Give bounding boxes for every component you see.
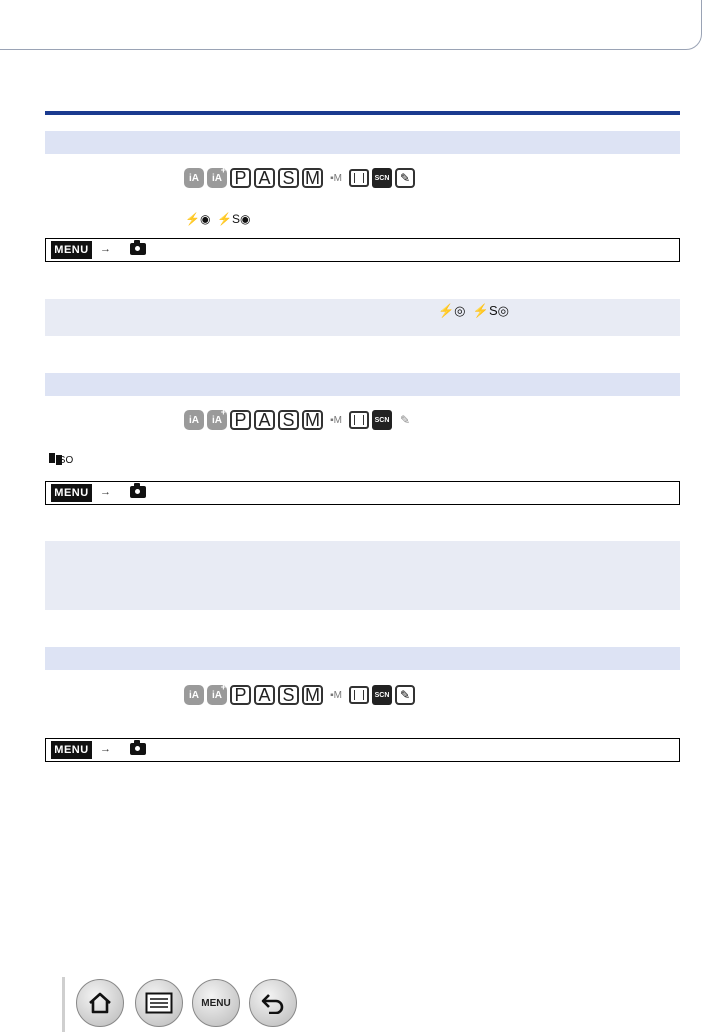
menu-icon: MENU (51, 741, 92, 759)
home-button[interactable] (76, 979, 124, 1027)
movie-manual-icon: ▪M (330, 689, 342, 701)
arrow-icon: → (100, 486, 111, 498)
arrow-icon: → (100, 743, 111, 755)
section-header-band-1 (45, 131, 680, 154)
menu-icon: MENU (51, 241, 92, 259)
panorama-icon (349, 169, 369, 187)
intelligent-auto-icon: iA (184, 168, 204, 188)
intelligent-auto-plus-icon: iA + (207, 410, 227, 430)
back-button[interactable] (249, 979, 297, 1027)
iso-icon (49, 453, 74, 466)
movie-manual-icon: ▪M (330, 414, 342, 426)
mode-a-icon: A (254, 168, 275, 188)
camera-icon (130, 486, 146, 498)
mode-s-icon: S (278, 685, 299, 705)
mode-m-icon: M (302, 410, 323, 430)
arrow-icon: → (100, 243, 111, 255)
creative-control-icon: ✎ (395, 685, 415, 705)
mode-m-icon: M (302, 168, 323, 188)
mode-a-icon: A (254, 685, 275, 705)
section-header-band-3 (45, 647, 680, 670)
back-arrow-icon (260, 992, 286, 1014)
menu-path-bar-3 (45, 738, 680, 762)
mode-m-icon: M (302, 685, 323, 705)
list-icon (145, 992, 173, 1014)
menu-button-label: MENU (201, 997, 231, 1009)
menu-path-bar-1 (45, 238, 680, 262)
note-box-1 (45, 299, 680, 336)
intelligent-auto-plus-icon: iA + (207, 168, 227, 188)
iso-icon-text: ISO (56, 455, 74, 466)
flash-red-eye-icons: ⚡◉ ⚡S◉ (185, 212, 251, 226)
mode-a-icon: A (254, 410, 275, 430)
mode-s-icon: S (278, 410, 299, 430)
creative-control-icon: ✎ (399, 413, 411, 427)
intelligent-auto-plus-icon: iA + (207, 685, 227, 705)
menu-button[interactable] (192, 979, 240, 1027)
mode-icons-row-2 (184, 408, 415, 432)
mode-p-icon: P (230, 685, 251, 705)
camera-icon (130, 743, 146, 755)
panorama-icon (349, 686, 369, 704)
scene-mode-icon: SCN (372, 168, 392, 188)
mode-p-icon: P (230, 410, 251, 430)
creative-control-icon: ✎ (395, 168, 415, 188)
mode-s-icon: S (278, 168, 299, 188)
mode-p-icon: P (230, 168, 251, 188)
section-rule (45, 111, 680, 115)
contents-button[interactable] (135, 979, 183, 1027)
intelligent-auto-icon: iA (184, 685, 204, 705)
menu-icon: MENU (51, 484, 92, 502)
panorama-icon (349, 411, 369, 429)
nav-divider (62, 977, 65, 1032)
scene-mode-icon: SCN (372, 410, 392, 430)
note-box-2 (45, 541, 680, 610)
section-header-band-2 (45, 373, 680, 396)
movie-manual-icon: ▪M (330, 172, 342, 184)
mode-icons-row-1 (184, 166, 415, 190)
mode-icons-row-3 (184, 683, 415, 707)
scene-mode-icon: SCN (372, 685, 392, 705)
home-icon (87, 991, 113, 1015)
menu-path-bar-2 (45, 481, 680, 505)
intelligent-auto-icon: iA (184, 410, 204, 430)
camera-icon (130, 243, 146, 255)
flash-red-eye-icons-note: ⚡◎ ⚡S◎ (438, 303, 509, 318)
page-header-frame (0, 0, 702, 50)
